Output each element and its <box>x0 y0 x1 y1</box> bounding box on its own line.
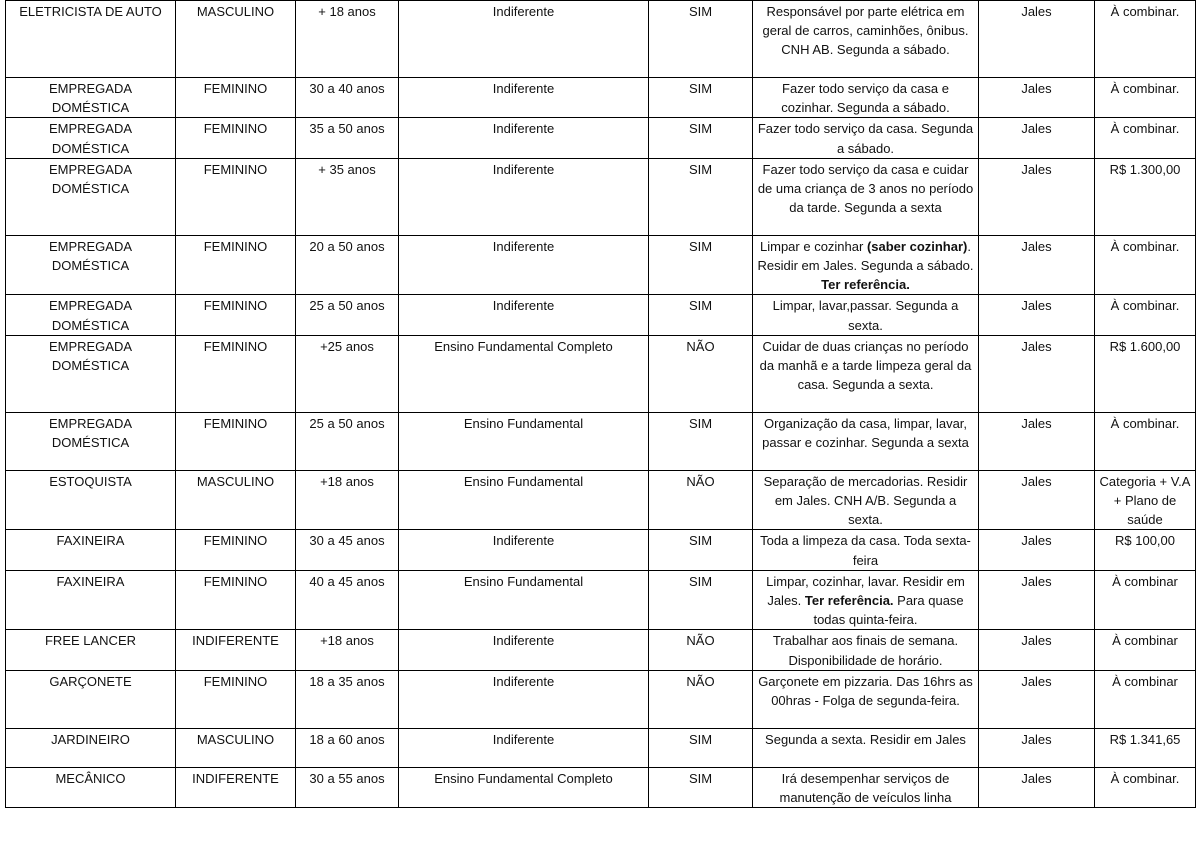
description-text: Organização da casa, limpar, lavar, passar e cozinhar. Segunda a sexta <box>762 415 969 451</box>
cell-cargo: FAXINEIRA <box>6 570 176 630</box>
cell-idade: 20 a 50 anos <box>296 235 399 295</box>
cell-idade: 18 a 35 anos <box>296 670 399 728</box>
cell-cidade: Jales <box>979 530 1095 570</box>
cell-sexo: FEMININO <box>176 530 296 570</box>
cell-cidade: Jales <box>979 1 1095 78</box>
cell-escolaridade: Ensino Fundamental Completo <box>399 335 649 412</box>
cell-experiencia: SIM <box>649 118 753 158</box>
cell-sexo: FEMININO <box>176 235 296 295</box>
description-text: Cuidar de duas crianças no período da manhã e a tarde limpeza geral da casa. Segunda a sexta. <box>759 338 972 393</box>
description-text: . Residir em Jales. Segunda a sábado. <box>757 238 974 274</box>
cell-idade: 25 a 50 anos <box>296 412 399 470</box>
cell-sexo: MASCULINO <box>176 470 296 530</box>
cell-escolaridade: Indiferente <box>399 1 649 78</box>
table-row <box>6 78 1196 118</box>
cell-salario: À combinar. <box>1095 412 1196 470</box>
cell-descricao <box>753 412 979 470</box>
cell-descricao <box>753 295 979 335</box>
cell-escolaridade: Indiferente <box>399 295 649 335</box>
cell-escolaridade: Indiferente <box>399 530 649 570</box>
description-bold-text: Ter referência. <box>821 277 910 293</box>
cell-cidade: Jales <box>979 412 1095 470</box>
description-text: Para quase todas quinta-feira. <box>813 593 964 628</box>
cell-salario: À combinar. <box>1095 78 1196 118</box>
description-bold-text: Ter referência. <box>804 593 894 609</box>
cell-experiencia: SIM <box>649 570 753 630</box>
cell-sexo: FEMININO <box>176 570 296 630</box>
description-text: Fazer todo serviço da casa. Segunda a sábado. <box>757 121 974 156</box>
cell-sexo: MASCULINO <box>176 1 296 78</box>
table-row <box>6 295 1196 335</box>
cell-descricao <box>753 530 979 570</box>
cell-descricao <box>753 767 979 807</box>
cell-escolaridade: Ensino Fundamental <box>399 570 649 630</box>
table-row <box>6 118 1196 158</box>
cell-descricao <box>753 570 979 630</box>
cell-descricao <box>753 235 979 295</box>
table-row <box>6 630 1196 670</box>
cell-cargo: EMPREGADA DOMÉSTICA <box>6 235 176 295</box>
description-text: Limpar, cozinhar, lavar. Residir em Jales. <box>766 573 965 609</box>
cell-idade: 25 a 50 anos <box>296 295 399 335</box>
cell-salario: À combinar <box>1095 670 1196 728</box>
cell-descricao <box>753 158 979 235</box>
description-bold-text: (saber cozinhar) <box>866 238 968 254</box>
cell-idade: +18 anos <box>296 470 399 530</box>
cell-sexo: FEMININO <box>176 295 296 335</box>
description-text: Limpar e cozinhar <box>760 238 867 254</box>
description-text: Irá desempenhar serviços de manutenção de veículos linha <box>779 770 952 806</box>
cell-salario: R$ 1.600,00 <box>1095 335 1196 412</box>
cell-sexo: FEMININO <box>176 670 296 728</box>
cell-escolaridade: Indiferente <box>399 118 649 158</box>
cell-cargo: JARDINEIRO <box>6 728 176 767</box>
table-row <box>6 670 1196 728</box>
cell-cargo: MECÂNICO <box>6 767 176 807</box>
cell-idade: 30 a 45 anos <box>296 530 399 570</box>
table-row <box>6 412 1196 470</box>
cell-descricao <box>753 78 979 118</box>
description-text: Toda a limpeza da casa. Toda sexta-feira <box>760 533 971 568</box>
cell-escolaridade: Indiferente <box>399 158 649 235</box>
cell-cidade: Jales <box>979 728 1095 767</box>
cell-cargo: FAXINEIRA <box>6 530 176 570</box>
table-row <box>6 728 1196 767</box>
cell-salario: À combinar. <box>1095 118 1196 158</box>
cell-escolaridade: Indiferente <box>399 78 649 118</box>
cell-salario: À combinar. <box>1095 1 1196 78</box>
cell-cargo: EMPREGADA DOMÉSTICA <box>6 412 176 470</box>
cell-cidade: Jales <box>979 295 1095 335</box>
cell-descricao <box>753 470 979 530</box>
cell-cargo: EMPREGADA DOMÉSTICA <box>6 118 176 158</box>
cell-experiencia: SIM <box>649 767 753 807</box>
cell-idade: 40 a 45 anos <box>296 570 399 630</box>
cell-sexo: INDIFERENTE <box>176 767 296 807</box>
cell-cargo: EMPREGADA DOMÉSTICA <box>6 295 176 335</box>
table-row <box>6 530 1196 570</box>
cell-cargo: ELETRICISTA DE AUTO <box>6 1 176 78</box>
cell-experiencia: NÃO <box>649 335 753 412</box>
cell-cidade: Jales <box>979 335 1095 412</box>
cell-cidade: Jales <box>979 118 1095 158</box>
cell-escolaridade: Indiferente <box>399 630 649 670</box>
cell-experiencia: NÃO <box>649 630 753 670</box>
cell-descricao <box>753 335 979 412</box>
description-text: Fazer todo serviço da casa e cozinhar. Segunda a sábado. <box>781 81 950 116</box>
cell-descricao <box>753 630 979 670</box>
cell-experiencia: SIM <box>649 530 753 570</box>
table-row <box>6 158 1196 235</box>
cell-escolaridade: Ensino Fundamental <box>399 412 649 470</box>
cell-cidade: Jales <box>979 235 1095 295</box>
table-row <box>6 470 1196 530</box>
description-text: Limpar, lavar,passar. Segunda a sexta. <box>772 298 959 333</box>
cell-escolaridade: Indiferente <box>399 235 649 295</box>
cell-escolaridade: Indiferente <box>399 670 649 728</box>
cell-descricao <box>753 118 979 158</box>
cell-sexo: FEMININO <box>176 78 296 118</box>
description-text: Fazer todo serviço da casa e cuidar de uma criança de 3 anos no período da tarde. Segunda a sexta <box>757 161 974 216</box>
table-row <box>6 767 1196 807</box>
cell-idade: 18 a 60 anos <box>296 728 399 767</box>
cell-salario: R$ 1.341,65 <box>1095 728 1196 767</box>
cell-salario: À combinar <box>1095 570 1196 630</box>
cell-descricao <box>753 670 979 728</box>
cell-experiencia: SIM <box>649 78 753 118</box>
job-listings-body <box>6 1 1196 808</box>
cell-cargo: ESTOQUISTA <box>6 470 176 530</box>
cell-idade: + 18 anos <box>296 1 399 78</box>
job-listings-table <box>5 0 1196 808</box>
cell-escolaridade: Ensino Fundamental Completo <box>399 767 649 807</box>
cell-cargo: EMPREGADA DOMÉSTICA <box>6 335 176 412</box>
cell-escolaridade: Indiferente <box>399 728 649 767</box>
cell-salario: R$ 100,00 <box>1095 530 1196 570</box>
cell-cargo: EMPREGADA DOMÉSTICA <box>6 78 176 118</box>
cell-experiencia: SIM <box>649 235 753 295</box>
cell-idade: 35 a 50 anos <box>296 118 399 158</box>
cell-idade: +18 anos <box>296 630 399 670</box>
cell-descricao <box>753 728 979 767</box>
cell-salario: À combinar. <box>1095 235 1196 295</box>
cell-descricao <box>753 1 979 78</box>
table-row <box>6 1 1196 78</box>
table-row <box>6 570 1196 630</box>
cell-cidade: Jales <box>979 570 1095 630</box>
cell-cidade: Jales <box>979 470 1095 530</box>
cell-idade: +25 anos <box>296 335 399 412</box>
cell-salario: À combinar. <box>1095 295 1196 335</box>
cell-experiencia: SIM <box>649 1 753 78</box>
cell-sexo: FEMININO <box>176 412 296 470</box>
cell-experiencia: SIM <box>649 728 753 767</box>
description-text: Separação de mercadorias. Residir em Jales. CNH A/B. Segunda a sexta. <box>763 473 968 528</box>
cell-salario: R$ 1.300,00 <box>1095 158 1196 235</box>
cell-experiencia: NÃO <box>649 670 753 728</box>
cell-cidade: Jales <box>979 78 1095 118</box>
description-text: Trabalhar aos finais de semana. Disponibilidade de horário. <box>772 633 959 668</box>
cell-experiencia: SIM <box>649 295 753 335</box>
cell-sexo: INDIFERENTE <box>176 630 296 670</box>
cell-sexo: FEMININO <box>176 335 296 412</box>
description-text: Responsável por parte elétrica em geral de carros, caminhões, ônibus. CNH AB. Segunda a sábado. <box>762 4 969 58</box>
description-text: Segunda a sexta. Residir em Jales <box>765 731 966 747</box>
table-row <box>6 235 1196 295</box>
cell-cidade: Jales <box>979 158 1095 235</box>
cell-cargo: GARÇONETE <box>6 670 176 728</box>
cell-experiencia: SIM <box>649 158 753 235</box>
cell-salario: À combinar. <box>1095 767 1196 807</box>
cell-experiencia: SIM <box>649 412 753 470</box>
table-row <box>6 335 1196 412</box>
cell-salario: Categoria + V.A + Plano de saúde <box>1095 470 1196 530</box>
cell-idade: 30 a 40 anos <box>296 78 399 118</box>
cell-cargo: FREE LANCER <box>6 630 176 670</box>
description-text: Garçonete em pizzaria. Das 16hrs as 00hras - Folga de segunda-feira. <box>758 673 973 709</box>
cell-cidade: Jales <box>979 630 1095 670</box>
cell-experiencia: NÃO <box>649 470 753 530</box>
cell-sexo: MASCULINO <box>176 728 296 767</box>
cell-cargo: EMPREGADA DOMÉSTICA <box>6 158 176 235</box>
cell-sexo: FEMININO <box>176 118 296 158</box>
cell-idade: + 35 anos <box>296 158 399 235</box>
cell-cidade: Jales <box>979 670 1095 728</box>
cell-salario: À combinar <box>1095 630 1196 670</box>
cell-idade: 30 a 55 anos <box>296 767 399 807</box>
cell-sexo: FEMININO <box>176 158 296 235</box>
cell-cidade: Jales <box>979 767 1095 807</box>
cell-escolaridade: Ensino Fundamental <box>399 470 649 530</box>
